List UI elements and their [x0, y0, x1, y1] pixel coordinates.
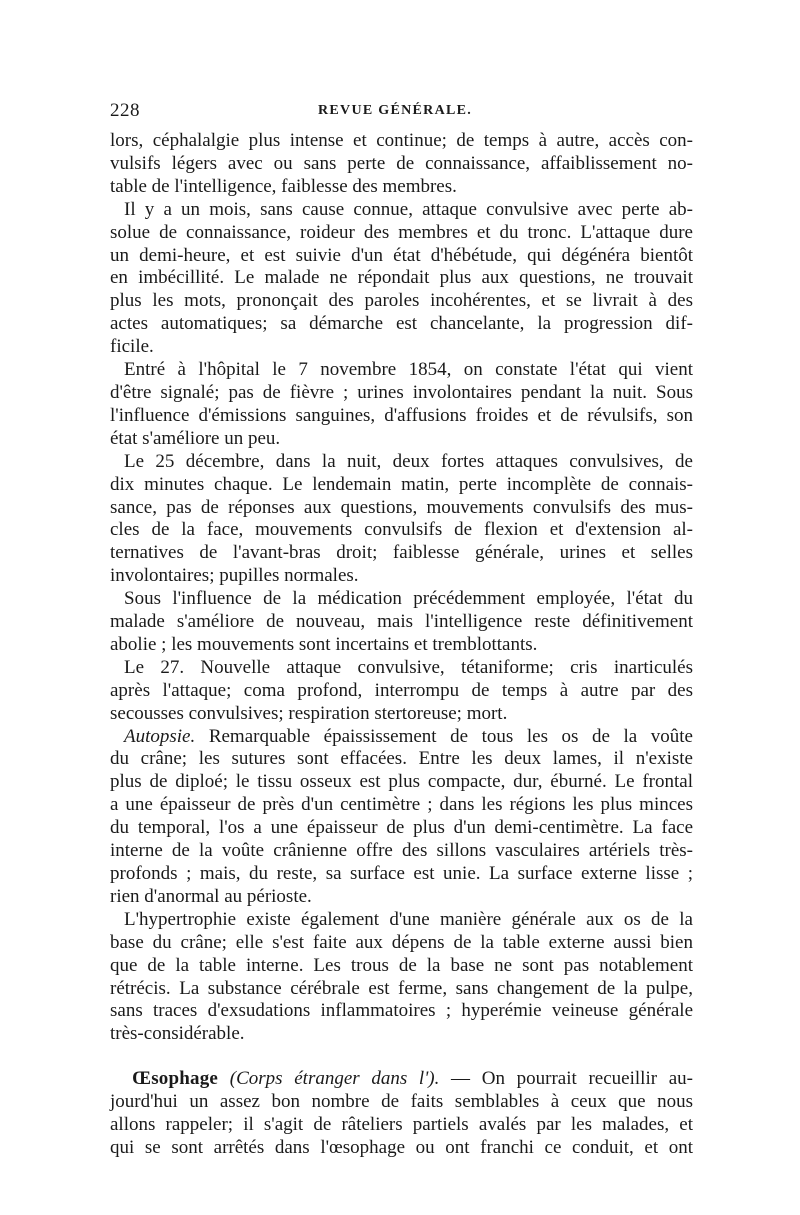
paragraph — [110, 451, 693, 588]
running-title: REVUE GÉNÉRALE. — [318, 103, 473, 118]
text-line: cles de la face, mouvements convulsifs de flexion et d'extension al- — [110, 519, 693, 541]
text-line: allons rappeler; il s'agit de râteliers partiels avalés par les malades, et — [110, 1114, 693, 1136]
paragraph-autopsie — [110, 726, 693, 909]
text-line: du temporal, l'os a une épaisseur de plus d'un demi-centimètre. La face — [110, 817, 693, 839]
paragraph — [110, 588, 693, 657]
text-line: rien d'anormal au périoste. — [110, 885, 312, 907]
text-line: sance, pas de réponses aux questions, mouvements convulsifs des mus- — [110, 496, 693, 518]
text-run: Remarquable épaississement de tous les os de la voûte — [195, 725, 693, 747]
section-subheading: (Corps étranger dans l'). — [229, 1068, 440, 1090]
text-line: Le 27. Nouvelle attaque convulsive, tétaniforme; cris inarticulés — [124, 656, 693, 678]
page-number: 228 — [110, 100, 140, 121]
autopsie-label: Autopsie. — [124, 725, 196, 747]
text-line: L'hypertrophie existe également d'une manière générale aux os de la — [124, 908, 693, 930]
text-line: ternatives de l'avant-bras droit; faiblesse générale, urines et selles — [110, 542, 693, 564]
text-line: un demi-heure, et est suivie d'un état d'hébétude, qui dégénéra bientôt — [110, 244, 693, 266]
paragraph — [110, 130, 693, 199]
running-head — [110, 100, 690, 130]
text-line: abolie ; les mouvements sont incertains et tremblottants. — [110, 633, 538, 655]
text-line: Il y a un mois, sans cause connue, attaque convulsive avec perte ab- — [124, 198, 693, 220]
paragraph — [110, 909, 693, 1046]
section-heading: Œsophage — [132, 1068, 219, 1090]
text-line: sans traces d'exsudations inflammatoires ; hyperémie veineuse générale — [110, 1000, 693, 1022]
text-line — [110, 726, 693, 749]
text-line: très-considérable. — [110, 1023, 245, 1045]
text-line: en imbécillité. Le malade ne répondait plus aux questions, ne trouvait — [110, 267, 693, 289]
text-line: état s'améliore un peu. — [110, 427, 281, 449]
text-line: base du crâne; elle s'est faite aux dépens de la table externe aussi bien — [110, 931, 693, 953]
text-line: interne de la voûte crânienne offre des sillons vasculaires artériels très- — [110, 840, 693, 862]
section-heading-line — [110, 1068, 693, 1091]
text-line: solue de connaissance, roideur des membres et du tronc. L'attaque dure — [110, 221, 693, 243]
paragraph — [110, 359, 693, 451]
text-line: profonds ; mais, du reste, sa surface est unie. La surface externe lisse ; — [110, 863, 693, 884]
text-line: plus les mots, prononçait des paroles incohérentes, et se livrait à des — [110, 290, 693, 312]
text-run: — On pourrait recueillir au- — [439, 1068, 693, 1090]
text-line: Sous l'influence de la médication précédemment employée, l'état du — [124, 588, 693, 610]
text-line: a une épaisseur de près d'un centimètre ; dans les régions les plus minces — [110, 794, 693, 816]
section-spacer — [110, 1046, 693, 1068]
text-line: Le 25 décembre, dans la nuit, deux fortes attaques convulsives, de — [124, 450, 693, 472]
text-line: du crâne; les sutures sont effacées. Entre les deux lames, il n'existe — [110, 748, 693, 770]
text-line: après l'attaque; coma profond, interrompu de temps à autre par des — [110, 679, 693, 701]
body-text — [110, 130, 693, 1160]
text-line: d'être signalé; pas de fièvre ; urines involontaires pendant la nuit. Sous — [110, 381, 693, 403]
text-line: que de la table interne. Les trous de la base ne sont pas notablement — [110, 954, 693, 976]
text-line: malade s'améliore de nouveau, mais l'intelligence reste définitivement — [110, 611, 693, 633]
paragraph — [110, 199, 693, 359]
text-line: actes automatiques; sa démarche est chancelante, la progression dif- — [110, 313, 693, 335]
text-line: dix minutes chaque. Le lendemain matin, perte incomplète de connais- — [110, 473, 693, 495]
paragraph — [110, 657, 693, 726]
text-line: qui se sont arrêtés dans l'œsophage ou ont franchi ce conduit, et ont — [110, 1136, 693, 1158]
text-line: lors, céphalalgie plus intense et continue; de temps à autre, accès con- — [110, 130, 693, 151]
text-line: secousses convulsives; respiration stertoreuse; mort. — [110, 702, 508, 724]
section-oesophage — [110, 1068, 693, 1160]
text-line: ficile. — [110, 336, 154, 358]
text-line: involontaires; pupilles normales. — [110, 565, 359, 587]
text-line: rétrécis. La substance cérébrale est ferme, sans changement de la pulpe, — [110, 977, 693, 999]
text-line: l'influence d'émissions sanguines, d'affusions froides et de révulsifs, son — [110, 404, 693, 426]
text-line: table de l'intelligence, faiblesse des membres. — [110, 175, 457, 197]
text-line: vulsifs légers avec ou sans perte de connaissance, affaiblissement no- — [110, 152, 693, 174]
text-line: plus de diploé; le tissu osseux est plus compacte, dur, éburné. Le frontal — [110, 771, 693, 793]
text-line: jourd'hui un assez bon nombre de faits semblables à ceux que nous — [110, 1091, 693, 1113]
text-line: Entré à l'hôpital le 7 novembre 1854, on constate l'état qui vient — [124, 359, 693, 381]
